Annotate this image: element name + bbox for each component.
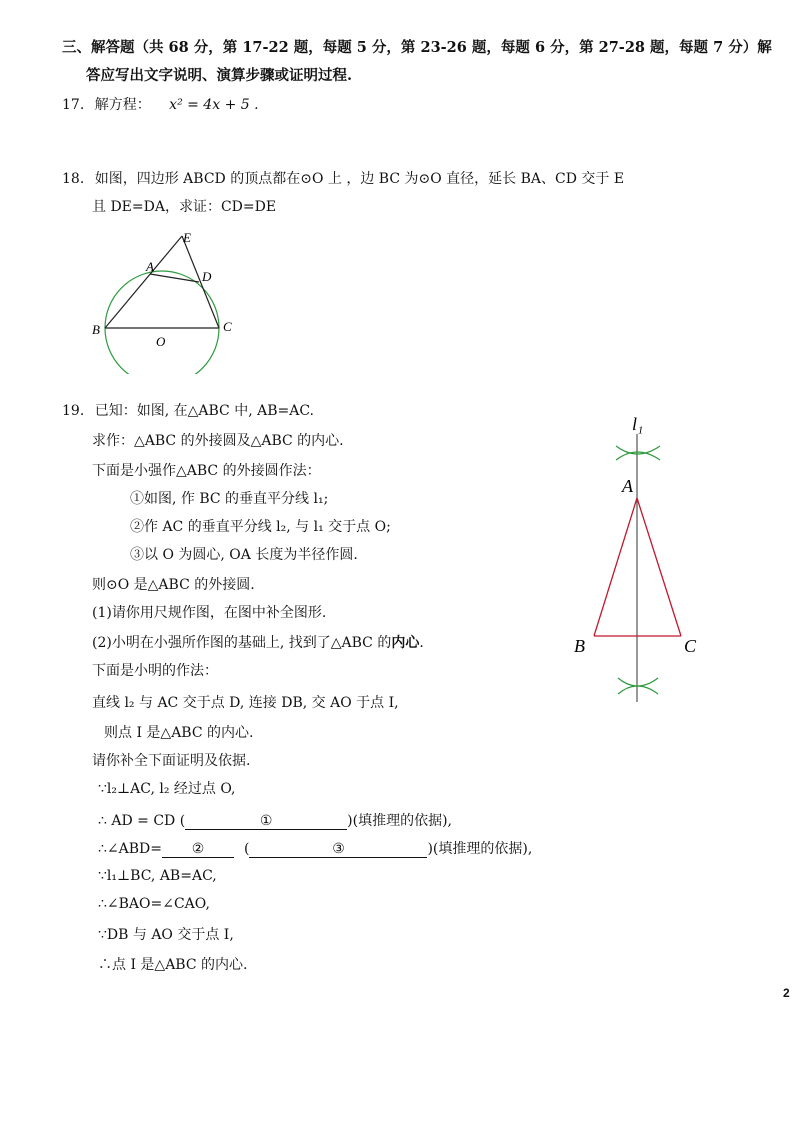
q19-proof3: [98, 838, 532, 858]
q19-proof2: [98, 810, 452, 830]
proof2-end: )(填推理的依据),: [347, 813, 453, 829]
q18-geometry-figure: [86, 224, 246, 374]
question-number: 17.: [62, 97, 85, 113]
q19-proof4: ∵l₁⊥BC, AB=AC,: [98, 868, 217, 884]
construction-arc: [616, 446, 660, 454]
segment-ec: [182, 236, 219, 328]
page-number: 2: [783, 986, 790, 1000]
question-17: [62, 94, 259, 114]
q19-xm2: 则点 I 是△ABC 的内心.: [104, 725, 254, 741]
q19-conclusion: 则⊙O 是△ABC 的外接圆.: [92, 577, 255, 593]
part2-text: (2)小明在小强所作图的基础上, 找到了△ABC 的: [92, 635, 392, 651]
q19-part1: (1)请你用尺规作图，在图中补全图形.: [92, 605, 327, 621]
answer-blank-2[interactable]: ②: [162, 841, 234, 858]
q19-proof7: ∴点 I 是△ABC 的内心.: [98, 957, 248, 973]
q19-fill-prompt: 请你补全下面证明及依据.: [92, 753, 251, 769]
label-e: E: [183, 230, 191, 245]
q19-proof5: ∴∠BAO=∠CAO,: [98, 896, 210, 912]
side-ab: [594, 498, 637, 636]
proof2-text: ∴ AD = CD (: [98, 813, 186, 829]
q19-proof1: ∵l₂⊥AC, l₂ 经过点 O,: [98, 781, 236, 797]
label-a: A: [146, 259, 154, 274]
question-number: 18.: [62, 171, 85, 187]
question-text: 如图，四边形 ABCD 的顶点都在⊙O 上 ，边 BC 为⊙O 直径，延长 BA、CD 交于 E: [94, 171, 625, 187]
label-b: B: [92, 322, 100, 337]
part2-end: .: [419, 635, 424, 651]
answer-blank-3[interactable]: ③: [249, 841, 427, 858]
label-d: D: [202, 269, 212, 284]
equation: x² = 4x + 5 .: [169, 97, 259, 113]
section-heading-line1: 三、解答题（共 68 分，第 17-22 题，每题 5 分，第 23-26 题，每题 6 分，第 27-28 题，每题 7 分）解: [62, 39, 772, 56]
question-number: 19.: [62, 403, 85, 419]
label-o: O: [156, 334, 166, 349]
label-b: B: [574, 636, 585, 656]
label-c: C: [684, 636, 697, 656]
answer-blank-1[interactable]: ①: [185, 813, 347, 830]
proof3-text: ∴∠ABD=: [98, 841, 162, 857]
q19-xm1: 直线 l₂ 与 AC 交于点 D, 连接 DB, 交 AO 于点 I,: [92, 695, 399, 711]
given-text: 已知：如图, 在△ABC 中, AB=AC.: [94, 403, 315, 419]
construction-arc: [618, 686, 658, 694]
q19-method-intro: 下面是小强作△ABC 的外接圆作法：: [92, 463, 321, 479]
segment-ad: [150, 274, 199, 282]
part2-bold: 内心: [391, 635, 420, 651]
section-heading-line2: 答应写出文字说明、演算步骤或证明过程.: [86, 67, 353, 84]
label-a: A: [622, 476, 633, 496]
construction-arc: [618, 678, 658, 686]
segment-be: [105, 236, 182, 328]
construction-arc: [616, 452, 660, 460]
question-19-given: [62, 400, 314, 420]
q19-part2: [92, 632, 424, 652]
q19-task: 求作：△ABC 的外接圆及△ABC 的内心.: [92, 433, 344, 449]
label-l1: l₁: [632, 414, 644, 434]
question-18-line1: [62, 168, 624, 188]
question-18-line2: 且 DE=DA，求证：CD=DE: [92, 199, 277, 215]
label-c: C: [223, 319, 232, 334]
proof3-end: )(填推理的依据),: [427, 841, 533, 857]
q19-proof6: ∵DB 与 AO 交于点 I,: [98, 927, 234, 943]
q19-step3: ③以 O 为圆心, OA 长度为半径作圆.: [130, 547, 358, 563]
q19-triangle-figure: [566, 404, 716, 710]
q19-step1: ①如图, 作 BC 的垂直平分线 l₁;: [130, 491, 329, 507]
proof3-paren: (: [244, 841, 250, 857]
q19-step2: ②作 AC 的垂直平分线 l₂, 与 l₁ 交于点 O;: [130, 519, 391, 535]
side-ac: [637, 498, 681, 636]
question-label: 解方程：: [94, 97, 151, 113]
q19-xm-intro: 下面是小明的作法：: [92, 663, 218, 679]
